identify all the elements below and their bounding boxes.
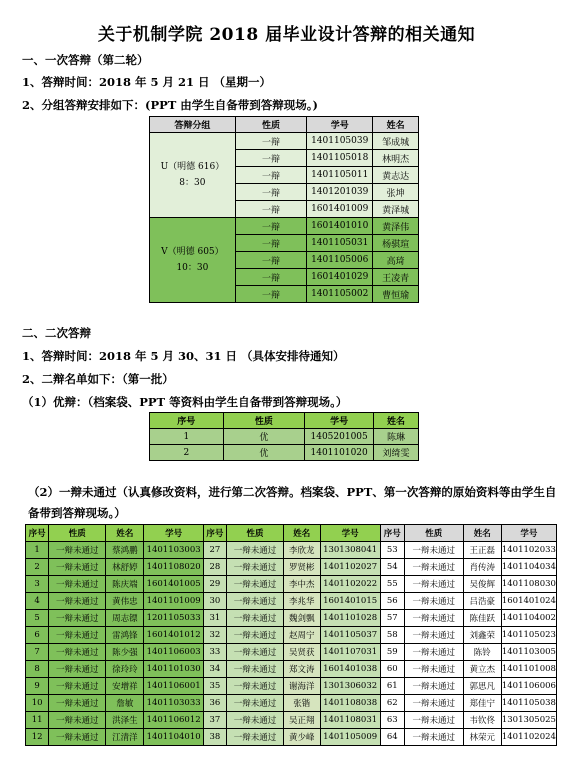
student-name-cell: 吴贤获 — [284, 644, 321, 661]
student-name-cell: 周志镖 — [106, 610, 144, 627]
student-name-cell: 陈佳跃 — [463, 610, 501, 627]
nature-cell: 一辩未通过 — [404, 593, 463, 610]
seq-cell: 1 — [150, 429, 224, 445]
nature-cell: 一辩未通过 — [49, 576, 106, 593]
nature-cell: 一辩未通过 — [404, 644, 463, 661]
seq-cell: 62 — [380, 695, 404, 712]
nature-cell: 优 — [223, 445, 305, 461]
table-row — [150, 445, 419, 461]
student-id-cell: 1401107031 — [320, 644, 380, 661]
seq-cell: 59 — [380, 644, 404, 661]
student-id-cell: 1401106003 — [144, 644, 203, 661]
nature-cell: 一辩未通过 — [404, 695, 463, 712]
seq-cell: 6 — [26, 627, 49, 644]
header-seq: 序号 — [380, 525, 404, 542]
nature-cell: 一辩未通过 — [404, 559, 463, 576]
student-name-cell: 谢海洋 — [284, 678, 321, 695]
student-name-cell: 张锴 — [284, 695, 321, 712]
nature-cell: 一辩 — [235, 184, 306, 201]
student-id-cell: 1401101030 — [144, 661, 203, 678]
student-id-cell: 1401105009 — [320, 729, 380, 746]
student-name-cell: 刘鑫荣 — [463, 627, 501, 644]
section-1-heading: 一、一次答辩（第二轮） — [22, 53, 149, 67]
seq-cell: 55 — [380, 576, 404, 593]
student-id-cell: 1601401038 — [320, 661, 380, 678]
nature-cell: 一辩 — [235, 167, 306, 184]
seq-cell: 37 — [203, 712, 226, 729]
student-id-cell: 1401105038 — [501, 695, 556, 712]
student-id-cell: 1601401005 — [144, 576, 203, 593]
student-name-cell: 肖传涛 — [463, 559, 501, 576]
header-nature: 性质 — [404, 525, 463, 542]
header-name: 姓名 — [374, 413, 419, 429]
nature-cell: 一辩未通过 — [49, 559, 106, 576]
seq-cell: 34 — [203, 661, 226, 678]
student-id-cell: 1401106006 — [501, 678, 556, 695]
seq-cell: 8 — [26, 661, 49, 678]
seq-cell: 54 — [380, 559, 404, 576]
nature-cell: 一辩未通过 — [404, 542, 463, 559]
group-schedule-table — [149, 116, 419, 303]
student-id-cell: 1401105037 — [320, 627, 380, 644]
student-id-cell: 1401105039 — [307, 133, 373, 150]
student-name-cell: 蔡鸿鹏 — [106, 542, 144, 559]
student-id-cell: 1301305025 — [501, 712, 556, 729]
excellent-defense-table — [149, 412, 419, 461]
seq-cell: 2 — [150, 445, 224, 461]
seq-cell: 10 — [26, 695, 49, 712]
student-id-cell: 1401102027 — [320, 559, 380, 576]
student-id-cell: 1401106001 — [144, 678, 203, 695]
student-name-cell: 陈铃 — [463, 644, 501, 661]
nature-cell: 一辩未通过 — [404, 712, 463, 729]
seq-cell: 56 — [380, 593, 404, 610]
seq-cell: 5 — [26, 610, 49, 627]
seq-cell: 33 — [203, 644, 226, 661]
student-id-cell: 1401105023 — [501, 627, 556, 644]
student-id-cell: 1601401029 — [307, 269, 373, 286]
student-id-cell: 1601401012 — [144, 627, 203, 644]
student-id-cell: 1401101009 — [144, 593, 203, 610]
student-name-cell: 詹敏 — [106, 695, 144, 712]
student-id-cell: 1401108020 — [144, 559, 203, 576]
table-row — [26, 729, 557, 746]
nature-cell: 一辩 — [235, 201, 306, 218]
student-name-cell: 邹成城 — [373, 133, 419, 150]
student-name-cell: 林荣元 — [463, 729, 501, 746]
student-id-cell: 1401105018 — [307, 150, 373, 167]
nature-cell: 一辩未通过 — [49, 695, 106, 712]
header-group: 答辩分组 — [150, 117, 236, 133]
seq-cell: 53 — [380, 542, 404, 559]
student-name-cell: 赵周宁 — [284, 627, 321, 644]
nature-cell: 一辩 — [235, 218, 306, 235]
group-arrangement: 2、分组答辩安排如下：(PPT 由学生自备带到答辩现场。) — [22, 98, 318, 112]
group-u-cell — [150, 133, 236, 218]
student-name-cell: 黄泽城 — [373, 201, 419, 218]
table-row — [26, 695, 557, 712]
nature-cell: 一辩未通过 — [404, 729, 463, 746]
student-name-cell: 刘绮雯 — [374, 445, 419, 461]
nature-cell: 一辩未通过 — [404, 678, 463, 695]
nature-cell: 一辩 — [235, 269, 306, 286]
student-name-cell: 洪泽生 — [106, 712, 144, 729]
table-row — [26, 661, 557, 678]
student-id-cell: 1601401015 — [320, 593, 380, 610]
table-row — [26, 593, 557, 610]
nature-cell: 一辩未通过 — [227, 661, 284, 678]
student-id-cell: 1401106012 — [144, 712, 203, 729]
student-name-cell: 王凌青 — [373, 269, 419, 286]
seq-cell: 58 — [380, 627, 404, 644]
student-id-cell: 1301306032 — [320, 678, 380, 695]
header-student-id: 学号 — [305, 413, 374, 429]
student-id-cell: 1401105011 — [307, 167, 373, 184]
nature-cell: 一辩未通过 — [404, 661, 463, 678]
student-id-cell: 1401101028 — [320, 610, 380, 627]
nature-cell: 一辩未通过 — [227, 712, 284, 729]
student-id-cell: 1401105002 — [307, 286, 373, 303]
nature-cell: 一辩未通过 — [49, 593, 106, 610]
student-name-cell: 陈少强 — [106, 644, 144, 661]
student-name-cell: 吴俊辉 — [463, 576, 501, 593]
student-name-cell: 魏剑飘 — [284, 610, 321, 627]
group-time: 8：30 — [179, 178, 206, 188]
student-id-cell: 1401102022 — [320, 576, 380, 593]
student-id-cell: 1401103003 — [144, 542, 203, 559]
header-nature: 性质 — [227, 525, 284, 542]
nature-cell: 一辩 — [235, 235, 306, 252]
header-seq: 序号 — [26, 525, 49, 542]
student-name-cell: 李中杰 — [284, 576, 321, 593]
student-name-cell: 黄伟忠 — [106, 593, 144, 610]
student-name-cell: 李兆华 — [284, 593, 321, 610]
student-name-cell: 吴正翔 — [284, 712, 321, 729]
student-id-cell: 1401201039 — [307, 184, 373, 201]
nature-cell: 一辩 — [235, 252, 306, 269]
student-name-cell: 黄泽伟 — [373, 218, 419, 235]
nature-cell: 一辩未通过 — [227, 644, 284, 661]
seq-cell: 31 — [203, 610, 226, 627]
seq-cell: 60 — [380, 661, 404, 678]
nature-cell: 一辩未通过 — [404, 627, 463, 644]
header-student-id: 学号 — [501, 525, 556, 542]
header-name: 姓名 — [106, 525, 144, 542]
header-seq: 序号 — [150, 413, 224, 429]
table-row — [150, 429, 419, 445]
table-row — [26, 627, 557, 644]
student-name-cell: 徐玲玲 — [106, 661, 144, 678]
seq-cell: 28 — [203, 559, 226, 576]
nature-cell: 一辩未通过 — [227, 627, 284, 644]
student-id-cell: 1401108030 — [501, 576, 556, 593]
nature-cell: 一辩未通过 — [227, 695, 284, 712]
table-row — [26, 542, 557, 559]
student-id-cell: 1401102024 — [501, 729, 556, 746]
failed-defense-table — [25, 524, 557, 746]
student-name-cell: 罗贤彬 — [284, 559, 321, 576]
table-row — [26, 678, 557, 695]
group-v-cell — [150, 218, 236, 303]
header-seq: 序号 — [203, 525, 226, 542]
failed-defense-line-2: 备带到答辩现场。） — [28, 506, 126, 520]
student-name-cell: 雷鸿锋 — [106, 627, 144, 644]
student-id-cell: 1401101008 — [501, 661, 556, 678]
nature-cell: 一辩未通过 — [49, 542, 106, 559]
second-defense-list: 2、二辩名单如下：（第一批） — [22, 372, 174, 386]
student-id-cell: 1401108031 — [320, 712, 380, 729]
student-id-cell: 1601401010 — [307, 218, 373, 235]
student-name-cell: 黄志达 — [373, 167, 419, 184]
nature-cell: 优 — [223, 429, 305, 445]
header-nature: 性质 — [49, 525, 106, 542]
student-id-cell: 1401105031 — [307, 235, 373, 252]
nature-cell: 一辩 — [235, 133, 306, 150]
excellent-defense-line: （1）优辩：（档案袋、PPT 等资料由学生自备带到答辩现场。） — [22, 395, 348, 409]
header-name: 姓名 — [463, 525, 501, 542]
nature-cell: 一辩未通过 — [227, 610, 284, 627]
student-name-cell: 曹恒瑜 — [373, 286, 419, 303]
table-row — [150, 218, 419, 235]
header-student-id: 学号 — [307, 117, 373, 133]
seq-cell: 7 — [26, 644, 49, 661]
nature-cell: 一辩未通过 — [49, 610, 106, 627]
nature-cell: 一辩 — [235, 150, 306, 167]
header-name: 姓名 — [284, 525, 321, 542]
student-id-cell: 1601401009 — [307, 201, 373, 218]
nature-cell: 一辩未通过 — [227, 678, 284, 695]
nature-cell: 一辩未通过 — [49, 627, 106, 644]
seq-cell: 32 — [203, 627, 226, 644]
seq-cell: 12 — [26, 729, 49, 746]
seq-cell: 4 — [26, 593, 49, 610]
nature-cell: 一辩未通过 — [227, 576, 284, 593]
student-id-cell: 1401103033 — [144, 695, 203, 712]
student-name-cell: 林明杰 — [373, 150, 419, 167]
student-id-cell: 1401108038 — [320, 695, 380, 712]
header-nature: 性质 — [223, 413, 305, 429]
student-name-cell: 郑佳宁 — [463, 695, 501, 712]
nature-cell: 一辩未通过 — [227, 559, 284, 576]
seq-cell: 27 — [203, 542, 226, 559]
student-id-cell: 1401104010 — [144, 729, 203, 746]
seq-cell: 30 — [203, 593, 226, 610]
group-room: U（明德 616） — [160, 162, 225, 172]
nature-cell: 一辩未通过 — [227, 593, 284, 610]
seq-cell: 63 — [380, 712, 404, 729]
student-name-cell: 杨骐瑄 — [373, 235, 419, 252]
nature-cell: 一辩未通过 — [49, 644, 106, 661]
defense-time-1: 1、答辩时间：2018 年 5 月 21 日 （星期一） — [22, 75, 272, 89]
nature-cell: 一辩未通过 — [49, 678, 106, 695]
seq-cell: 38 — [203, 729, 226, 746]
nature-cell: 一辩未通过 — [49, 712, 106, 729]
nature-cell: 一辩未通过 — [49, 729, 106, 746]
seq-cell: 57 — [380, 610, 404, 627]
seq-cell: 29 — [203, 576, 226, 593]
student-id-cell: 1601401024 — [501, 593, 556, 610]
seq-cell: 35 — [203, 678, 226, 695]
student-name-cell: 陈琳 — [374, 429, 419, 445]
student-name-cell: 黄立杰 — [463, 661, 501, 678]
table-row — [26, 559, 557, 576]
header-student-id: 学号 — [144, 525, 203, 542]
group-room: V（明德 605） — [161, 247, 224, 257]
student-id-cell: 1401104034 — [501, 559, 556, 576]
nature-cell: 一辩未通过 — [404, 610, 463, 627]
student-name-cell: 安增祥 — [106, 678, 144, 695]
nature-cell: 一辩未通过 — [227, 729, 284, 746]
nature-cell: 一辩未通过 — [49, 661, 106, 678]
student-name-cell: 郑文涛 — [284, 661, 321, 678]
nature-cell: 一辩 — [235, 286, 306, 303]
table-row — [26, 610, 557, 627]
page-title: 关于机制学院 2018 届毕业设计答辩的相关通知 — [97, 25, 476, 45]
seq-cell: 36 — [203, 695, 226, 712]
seq-cell: 9 — [26, 678, 49, 695]
table-row — [150, 133, 419, 150]
student-id-cell: 1401101020 — [305, 445, 374, 461]
table-row — [26, 576, 557, 593]
seq-cell: 61 — [380, 678, 404, 695]
student-name-cell: 吕浩豪 — [463, 593, 501, 610]
student-name-cell: 郭思凡 — [463, 678, 501, 695]
student-name-cell: 韦钦佟 — [463, 712, 501, 729]
seq-cell: 3 — [26, 576, 49, 593]
group-time: 10：30 — [176, 263, 209, 273]
header-nature: 性质 — [235, 117, 306, 133]
seq-cell: 11 — [26, 712, 49, 729]
student-name-cell: 林舒婷 — [106, 559, 144, 576]
failed-defense-line-1: （2）一辩未通过（认真修改资料，进行第二次答辩。档案袋、PPT、第一次答辩的原始资料等由学生自 — [28, 485, 557, 499]
student-name-cell: 陈庆端 — [106, 576, 144, 593]
student-id-cell: 1401105006 — [307, 252, 373, 269]
student-id-cell: 1401102033 — [501, 542, 556, 559]
table-row — [26, 644, 557, 661]
header-student-id: 学号 — [320, 525, 380, 542]
nature-cell: 一辩未通过 — [227, 542, 284, 559]
student-name-cell: 王正磊 — [463, 542, 501, 559]
student-name-cell: 张坤 — [373, 184, 419, 201]
nature-cell: 一辩未通过 — [404, 576, 463, 593]
seq-cell: 1 — [26, 542, 49, 559]
section-2-heading: 二、二次答辩 — [22, 326, 91, 340]
header-name: 姓名 — [373, 117, 419, 133]
seq-cell: 64 — [380, 729, 404, 746]
student-name-cell: 黄少峰 — [284, 729, 321, 746]
student-name-cell: 江清洋 — [106, 729, 144, 746]
seq-cell: 2 — [26, 559, 49, 576]
student-id-cell: 1405201005 — [305, 429, 374, 445]
table-row — [26, 712, 557, 729]
defense-time-2: 1、答辩时间：2018 年 5 月 30、31 日 （具体安排待通知） — [22, 349, 345, 363]
student-id-cell: 1401103005 — [501, 644, 556, 661]
student-id-cell: 1201105033 — [144, 610, 203, 627]
student-name-cell: 高琦 — [373, 252, 419, 269]
student-id-cell: 1301308041 — [320, 542, 380, 559]
student-name-cell: 李欣龙 — [284, 542, 321, 559]
student-id-cell: 1401104002 — [501, 610, 556, 627]
